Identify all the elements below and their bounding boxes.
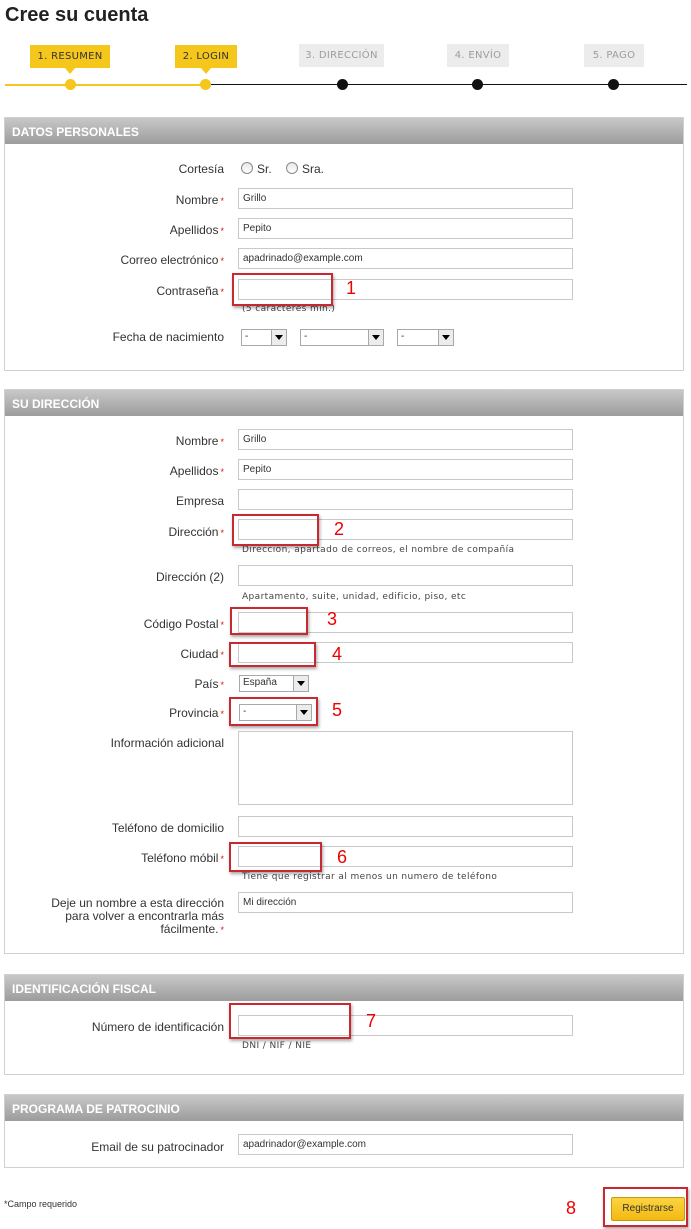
address2-input[interactable] [238, 565, 573, 586]
state-select[interactable]: - [239, 704, 312, 721]
alias-input[interactable]: Mi dirección [238, 892, 573, 913]
password-hint: (5 caracteres min.) [242, 304, 336, 314]
address1-hint: Dirección, apartado de correos, el nombre de compañía [242, 545, 515, 555]
register-button[interactable]: Registrarse [611, 1197, 685, 1221]
email-input[interactable]: apadrinado@example.com [238, 248, 573, 269]
step-dot-direccion [337, 79, 348, 90]
address-last-name-input[interactable]: Pepito [238, 459, 573, 480]
mobile-hint: Tiene que registrar al menos un numero de teléfono [242, 872, 498, 882]
first-name-label: Nombre * [175, 193, 224, 207]
radio-sra[interactable] [286, 162, 298, 174]
chevron-down-icon [271, 330, 286, 345]
mobile-label: Teléfono móbil * [141, 851, 224, 865]
step-line-done [5, 84, 205, 86]
step-pago: 5. PAGO [584, 44, 644, 67]
address-first-name-label: Nombre * [175, 434, 224, 448]
sponsor-email-label: Email de su patrocinador [91, 1140, 224, 1154]
address-first-name-input[interactable]: Grillo [238, 429, 573, 450]
postcode-label: Código Postal * [143, 617, 224, 631]
annotation-box-4 [229, 642, 316, 667]
annotation-box-5 [229, 697, 318, 726]
birthdate-label: Fecha de nacimiento [112, 330, 224, 344]
chevron-down-icon [293, 676, 308, 691]
radio-sr-label: Sr. [257, 162, 272, 176]
last-name-label: Apellidos * [169, 223, 224, 237]
tax-id-label: Número de identificación [91, 1020, 224, 1034]
address1-label: Dirección * [168, 525, 224, 539]
annotation-box-7 [229, 1003, 351, 1039]
birthdate-day-select[interactable]: - [241, 329, 287, 346]
annotation-4: 4 [332, 644, 343, 664]
sponsor-panel [4, 1094, 684, 1168]
state-label: Provincia * [169, 706, 224, 720]
city-label: Ciudad * [180, 647, 224, 661]
step-resumen[interactable]: 1. RESUMEN [30, 45, 110, 68]
country-label: País * [194, 677, 224, 691]
company-label: Empresa [175, 494, 224, 508]
radio-sra-label: Sra. [302, 162, 325, 176]
sponsor-heading: PROGRAMA DE PATROCINIO [5, 1095, 683, 1121]
email-label: Correo electrónico * [120, 253, 224, 267]
annotation-box-1 [232, 273, 333, 306]
page-title: Cree su cuenta [5, 4, 149, 26]
tax-id-hint: DNI / NIF / NIE [242, 1041, 312, 1051]
sponsor-email-input[interactable]: apadrinador@example.com [238, 1134, 573, 1155]
step-direccion: 3. DIRECCIÓN [299, 44, 384, 67]
phone-input[interactable] [238, 816, 573, 837]
fiscal-heading: IDENTIFICACIÓN FISCAL [5, 975, 683, 1001]
step-dot-login [200, 79, 211, 90]
step-dot-pago [608, 79, 619, 90]
annotation-2: 2 [334, 519, 345, 539]
first-name-input[interactable]: Grillo [238, 188, 573, 209]
alias-label: Deje un nombre a esta dirección para volver a encontrarla más fácilmente. * [51, 896, 224, 936]
address2-label: Dirección (2) [155, 570, 224, 584]
birthdate-month-select[interactable]: - [300, 329, 384, 346]
address2-hint: Apartamento, suite, unidad, edificio, piso, etc [242, 592, 467, 602]
password-label: Contraseña * [156, 284, 224, 298]
annotation-1: 1 [346, 278, 357, 298]
annotation-5: 5 [332, 700, 343, 720]
birthdate-year-select[interactable]: - [397, 329, 454, 346]
address-last-name-label: Apellidos * [169, 464, 224, 478]
step-dot-resumen [65, 79, 76, 90]
personal-data-heading: DATOS PERSONALES [5, 118, 683, 144]
country-select[interactable]: España [239, 675, 309, 692]
courtesy-label: Cortesía [178, 162, 224, 176]
chevron-down-icon [438, 330, 453, 345]
annotation-8: 8 [566, 1198, 577, 1218]
step-login[interactable]: 2. LOGIN [175, 45, 237, 68]
annotation-box-3 [230, 607, 308, 635]
company-input[interactable] [238, 489, 573, 510]
last-name-input[interactable]: Pepito [238, 218, 573, 239]
step-envio: 4. ENVÍO [447, 44, 509, 67]
required-note: *Campo requerido [4, 1199, 78, 1209]
other-info-label: Información adicional [110, 736, 224, 750]
annotation-box-2 [232, 514, 319, 546]
annotation-6: 6 [337, 847, 348, 867]
other-info-textarea[interactable] [238, 731, 573, 805]
annotation-7: 7 [366, 1011, 377, 1031]
radio-sr[interactable] [241, 162, 253, 174]
annotation-3: 3 [327, 609, 338, 629]
chevron-down-icon [368, 330, 383, 345]
address-heading: SU DIRECCIÓN [5, 390, 683, 416]
step-dot-envio [472, 79, 483, 90]
phone-label: Teléfono de domicilio [111, 821, 224, 835]
annotation-box-6 [229, 842, 322, 872]
